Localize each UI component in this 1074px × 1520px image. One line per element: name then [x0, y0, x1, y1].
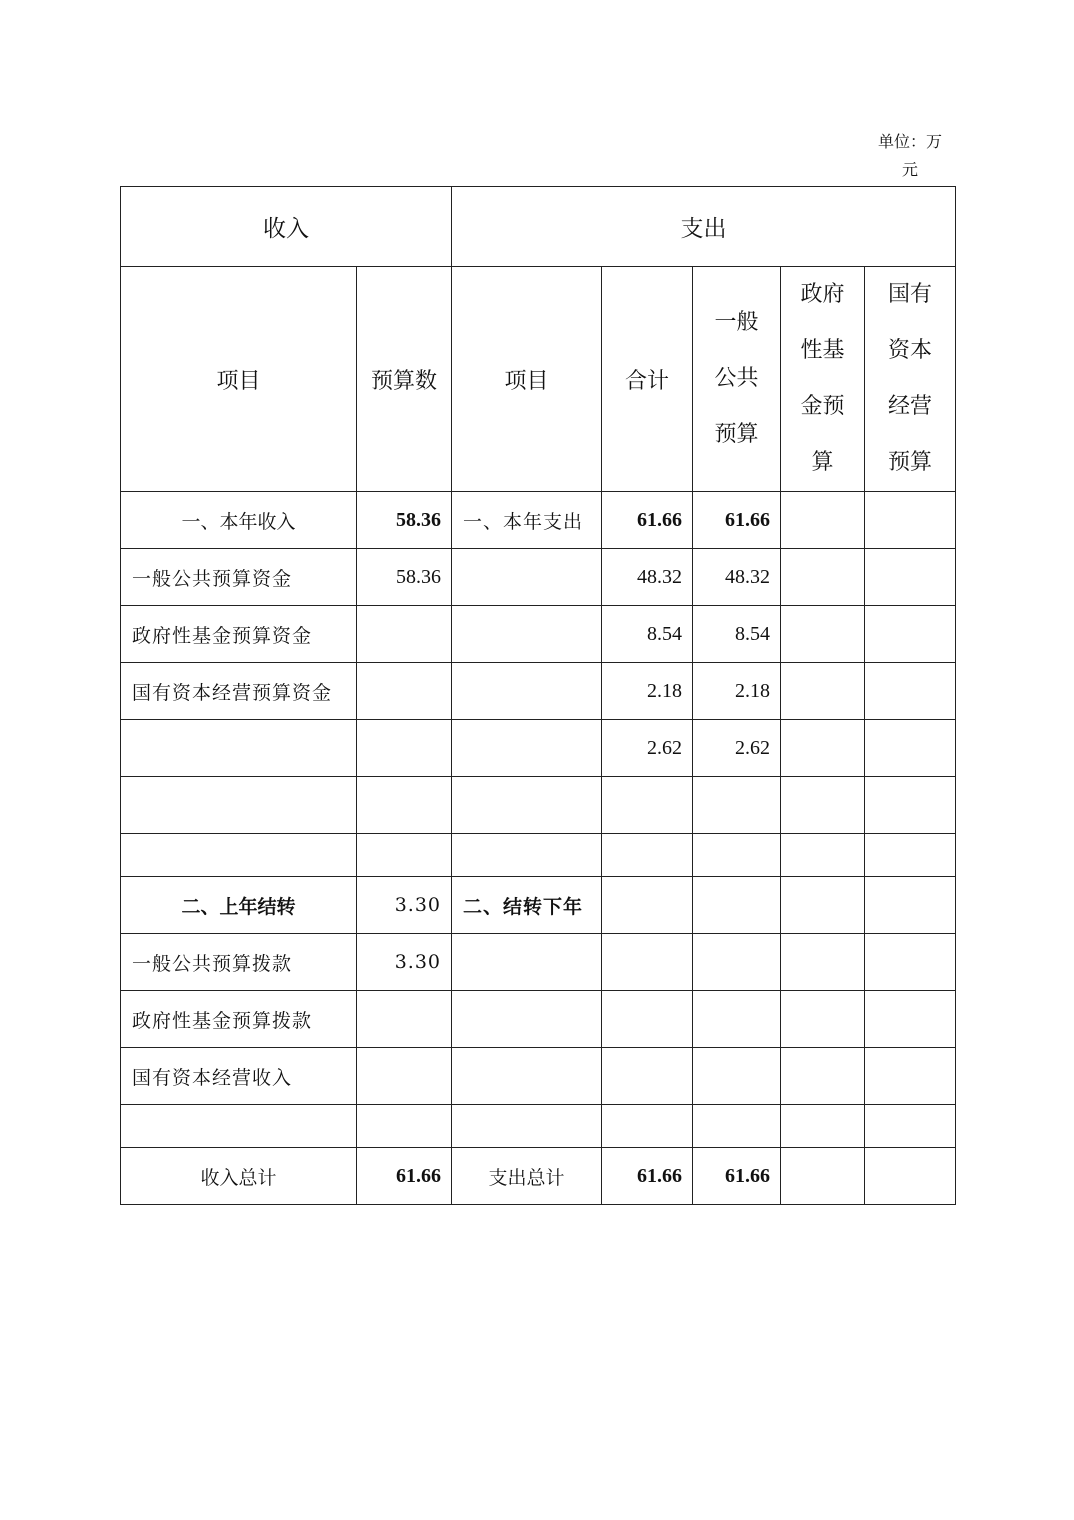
income-total-label: 收入总计: [121, 1148, 357, 1205]
income-item-cell: 二、上年结转: [121, 877, 357, 934]
general-cell: [693, 1048, 781, 1105]
expense-item-cell: [452, 663, 602, 720]
income-value-cell: 58.36: [357, 549, 452, 606]
state-capital-cell: [865, 492, 956, 549]
state-capital-cell: [865, 877, 956, 934]
gov-fund-cell: [781, 549, 865, 606]
unit-label: 单位：万元: [877, 132, 942, 179]
total-cell: [602, 877, 693, 934]
gov-fund-cell: [781, 877, 865, 934]
total-cell: [602, 934, 693, 991]
group-header-row: [121, 187, 956, 267]
general-cell: [693, 834, 781, 877]
table-row: [121, 991, 956, 1048]
expense-item-cell: 二、结转下年: [452, 877, 602, 934]
income-total-value: 61.66: [357, 1148, 452, 1205]
income-item-cell: [121, 834, 357, 877]
income-item-cell: 国有资本经营预算资金: [121, 663, 357, 720]
income-item-cell: [121, 777, 357, 834]
gov-fund-budget-header: 政府性基金预算: [781, 267, 865, 492]
expense-item-cell: 一、本年支出: [452, 492, 602, 549]
state-capital-cell: [865, 934, 956, 991]
income-value-cell: 3.30: [357, 934, 452, 991]
income-item-cell: 一般公共预算资金: [121, 549, 357, 606]
total-cell: 2.62: [602, 720, 693, 777]
income-budget-header: 预算数: [357, 267, 452, 492]
table-row: [121, 877, 956, 934]
income-item-cell: [121, 720, 357, 777]
gov-fund-cell: [781, 834, 865, 877]
income-item-header: 项目: [121, 267, 357, 492]
general-cell: [693, 777, 781, 834]
income-item-cell: [121, 1105, 357, 1148]
general-cell: 8.54: [693, 606, 781, 663]
state-capital-cell: [865, 549, 956, 606]
income-value-cell: [357, 991, 452, 1048]
state-capital-budget-header: 国有资本经营预算: [865, 267, 956, 492]
general-cell: [693, 934, 781, 991]
gov-fund-cell: [781, 777, 865, 834]
state-capital-cell: [865, 991, 956, 1048]
income-value-cell: 3.30: [357, 877, 452, 934]
state-capital-cell: [865, 720, 956, 777]
income-item-cell: 一、本年收入: [121, 492, 357, 549]
gov-fund-cell: [781, 720, 865, 777]
income-value-cell: [357, 1105, 452, 1148]
total-cell: 2.18: [602, 663, 693, 720]
total-cell: 8.54: [602, 606, 693, 663]
table-row: [121, 492, 956, 549]
expense-total-value: 61.66: [602, 1148, 693, 1205]
expense-item-cell: [452, 834, 602, 877]
general-budget-header: 一般公共预算: [693, 267, 781, 492]
expense-item-cell: [452, 777, 602, 834]
gov-fund-cell: [781, 1048, 865, 1105]
expense-item-cell: [452, 1048, 602, 1105]
total-cell: 48.32: [602, 549, 693, 606]
expense-group-header: 支出: [452, 187, 956, 267]
totals-row: [121, 1148, 956, 1205]
total-cell: [602, 1048, 693, 1105]
general-cell: 2.62: [693, 720, 781, 777]
income-item-cell: 政府性基金预算拨款: [121, 991, 357, 1048]
income-value-cell: [357, 777, 452, 834]
general-cell: [693, 877, 781, 934]
expense-item-header: 项目: [452, 267, 602, 492]
gov-fund-cell: [781, 991, 865, 1048]
income-item-cell: 国有资本经营收入: [121, 1048, 357, 1105]
income-value-cell: [357, 606, 452, 663]
general-cell: 61.66: [693, 492, 781, 549]
total-cell: 61.66: [602, 492, 693, 549]
table-row: [121, 606, 956, 663]
gov-fund-cell: [781, 1105, 865, 1148]
general-cell: 2.18: [693, 663, 781, 720]
expense-item-cell: [452, 606, 602, 663]
state-capital-total-value: [865, 1148, 956, 1205]
table-row: [121, 834, 956, 877]
expense-item-cell: [452, 549, 602, 606]
expense-item-cell: [452, 991, 602, 1048]
gov-fund-cell: [781, 934, 865, 991]
income-value-cell: [357, 834, 452, 877]
table-row: [121, 777, 956, 834]
income-value-cell: [357, 720, 452, 777]
total-cell: [602, 991, 693, 1048]
state-capital-cell: [865, 777, 956, 834]
income-value-cell: 58.36: [357, 492, 452, 549]
state-capital-cell: [865, 606, 956, 663]
column-header-row: [121, 267, 956, 492]
income-group-header: 收入: [121, 187, 452, 267]
table-row: [121, 720, 956, 777]
income-item-cell: 一般公共预算拨款: [121, 934, 357, 991]
general-cell: [693, 991, 781, 1048]
state-capital-cell: [865, 663, 956, 720]
total-header: 合计: [602, 267, 693, 492]
general-cell: 48.32: [693, 549, 781, 606]
gov-fund-cell: [781, 606, 865, 663]
general-total-value: 61.66: [693, 1148, 781, 1205]
table-row: [121, 549, 956, 606]
general-cell: [693, 1105, 781, 1148]
expense-item-cell: [452, 720, 602, 777]
income-item-cell: 政府性基金预算资金: [121, 606, 357, 663]
total-cell: [602, 834, 693, 877]
expense-item-cell: [452, 934, 602, 991]
gov-fund-total-value: [781, 1148, 865, 1205]
gov-fund-cell: [781, 663, 865, 720]
table-row: [121, 663, 956, 720]
expense-item-cell: [452, 1105, 602, 1148]
total-cell: [602, 777, 693, 834]
state-capital-cell: [865, 834, 956, 877]
expense-total-label: 支出总计: [452, 1148, 602, 1205]
table-row: [121, 934, 956, 991]
income-value-cell: [357, 1048, 452, 1105]
budget-table: [120, 186, 956, 1205]
state-capital-cell: [865, 1048, 956, 1105]
income-value-cell: [357, 663, 452, 720]
table-row: [121, 1048, 956, 1105]
state-capital-cell: [865, 1105, 956, 1148]
table-row: [121, 1105, 956, 1148]
gov-fund-cell: [781, 492, 865, 549]
total-cell: [602, 1105, 693, 1148]
